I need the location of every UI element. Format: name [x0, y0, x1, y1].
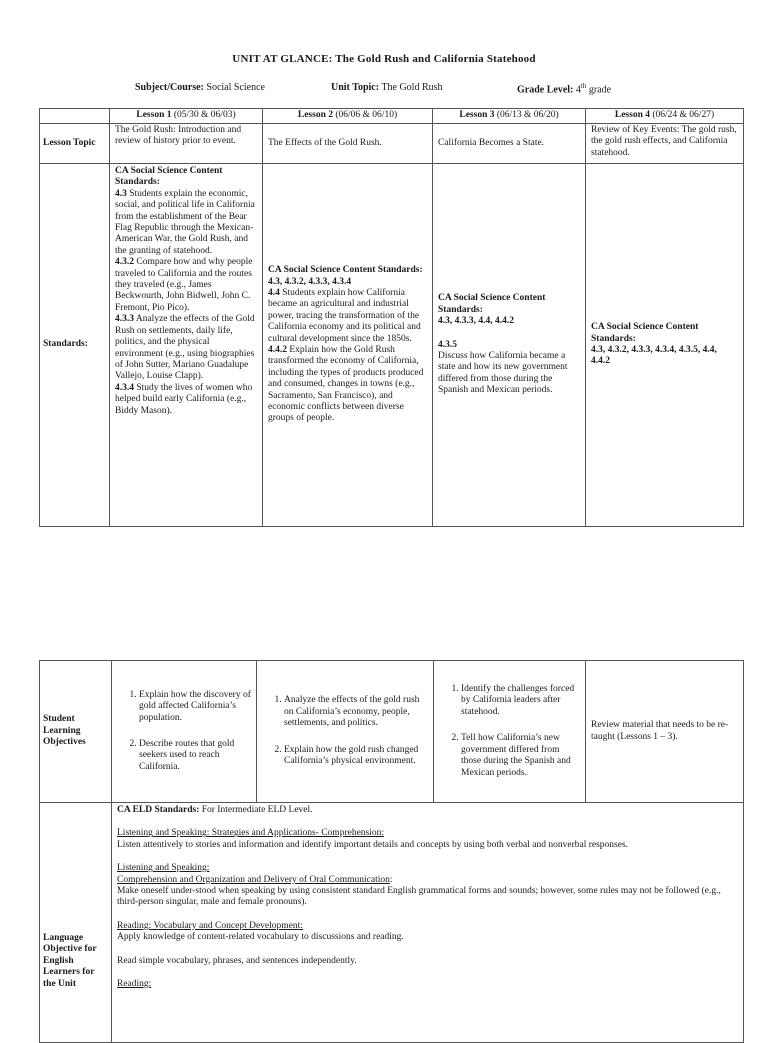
grade-level-suffix: th: [580, 82, 587, 90]
lesson-1-topic: The Gold Rush: Introduction and review of history prior to event.: [110, 124, 263, 164]
lesson-4-header: Lesson 4 (06/24 & 06/27): [586, 109, 744, 124]
lesson-topic-label: Lesson Topic: [40, 124, 110, 164]
objectives-row: [40, 661, 744, 803]
standard-item: 4.4 Students explain how California became an agricultural and industrial power, tracing the transformation of the California economy and its political and cultural development since the 1850s.: [268, 287, 421, 344]
unit-table-top: [39, 108, 744, 527]
language-objective-row: [40, 803, 744, 1043]
lesson-1-header: Lesson 1 (05/30 & 06/03): [110, 109, 263, 124]
lesson-header-row: [40, 109, 744, 124]
subject-course: [135, 82, 265, 93]
unit-topic: [331, 82, 443, 93]
eld-text: Make oneself under-stood when speaking by using consistent standard English grammatical forms and sounds; however, some rules may not be followed (e.g., third-person singular, male and female pronouns).: [117, 886, 721, 908]
lesson-3-objectives: [434, 661, 586, 803]
grade-level-number: 4: [575, 84, 581, 96]
standard-item: Discuss how California became a state and how its new government differed from those during the Spanish and Mexican periods.: [438, 351, 568, 396]
eld-subheading: Listening and Speaking: Strategies and Applications- Comprehension:: [117, 828, 385, 839]
standards-row: [40, 164, 744, 527]
standard-code: 4.3.5: [438, 339, 457, 350]
objective-item: 2. Describe routes that gold seekers used to reach California.: [139, 739, 251, 773]
grade-level-word: grade: [588, 84, 612, 96]
standards-heading: CA Social Science Content Standards:: [591, 322, 699, 344]
subject-value: Social Science: [206, 82, 265, 93]
lesson-3-header: Lesson 3 (06/13 & 06/20): [433, 109, 586, 124]
lesson-4-standards: [586, 164, 744, 527]
standards-codes: 4.3, 4.3.2, 4.3.3, 4.3.4: [268, 276, 352, 287]
header-empty-cell: [40, 109, 110, 124]
unit-table-bottom: [39, 660, 744, 1043]
subject-label: Subject/Course:: [135, 82, 204, 93]
eld-subheading: Listening and Speaking:: [117, 863, 210, 874]
eld-text: Listen attentively to stories and information and identify important details and concepts by using both verbal and nonverbal responses.: [117, 839, 629, 850]
lesson-2-standards: [263, 164, 433, 527]
standard-item: 4.3.3 Analyze the effects of the Gold Rush on settlements, daily life, politics, and the physical environment (e.g., using biographies of John Sutter, Mariano Guadalupe Vallejo, Louise Clapp).: [115, 314, 255, 382]
unit-topic-label: Unit Topic:: [331, 82, 380, 93]
standard-item: 4.4.2 Explain how the Gold Rush transformed the economy of California, including the types of products produced and consumed, changes in towns (e.g., Sacramento, San Francisco), and economic conflicts between diverse groups of people.: [268, 345, 424, 424]
lesson-2-header: Lesson 2 (06/06 & 06/10): [263, 109, 433, 124]
eld-text: Apply knowledge of content-related vocabulary to discussions and reading.: [117, 932, 404, 943]
lesson-3-topic: California Becomes a State.: [433, 124, 586, 164]
objective-list: [117, 690, 251, 773]
standards-codes: 4.3, 4.3.3, 4.4, 4.4.2: [438, 316, 514, 327]
grade-level-label: Grade Level:: [517, 84, 574, 96]
objective-item: 1. Analyze the effects of the gold rush on California’s economy, people, settlements, and politics.: [284, 695, 428, 729]
standards-heading: CA Social Science Content Standards:: [115, 166, 223, 188]
eld-subheading: Reading:: [117, 979, 152, 990]
lesson-topic-row: [40, 124, 744, 164]
objective-item: 1. Identify the challenges forced by California leaders after statehood.: [461, 684, 580, 718]
lesson-4-topic: Review of Key Events: The gold rush, the gold rush effects, and California statehood.: [586, 124, 744, 164]
language-objective-label: Language Objective for English Learners for the Unit: [40, 803, 112, 1043]
eld-text: Read simple vocabulary, phrases, and sentences independently.: [117, 955, 357, 966]
lesson-2-objectives: [257, 661, 434, 803]
eld-standards: [112, 803, 744, 1043]
objective-item: 2. Tell how California’s new government differed from those during the Spanish and Mexican periods.: [461, 733, 580, 779]
objective-list: [262, 695, 428, 767]
eld-colon: :: [389, 874, 393, 885]
eld-subheading: Reading: Vocabulary and Concept Development:: [117, 920, 303, 931]
lesson-2-topic: The Effects of the Gold Rush.: [263, 124, 433, 164]
standard-item: 4.3 Students explain the economic, social, and political life in California from the establishment of the Bear Flag Republic through the Mexican-American War, the Gold Rush, and the granting of statehood.: [115, 188, 255, 256]
grade-level: [517, 82, 611, 95]
eld-subheading: Comprehension and Organization and Delivery of Oral Communication: [117, 874, 390, 885]
objectives-label: Student Learning Objectives: [40, 661, 112, 803]
lesson-1-standards: [110, 164, 263, 527]
objective-item: 1. Explain how the discovery of gold affected California’s population.: [139, 690, 251, 724]
lesson-3-standards: [433, 164, 586, 527]
standard-item: 4.3.2 Compare how and why people traveled to California and the routes they traveled (e.g., James Beckwourth, John Bidwell, John C. Fremont, Pio Pico).: [115, 257, 253, 313]
objective-item: 2. Explain how the gold rush changed California’s physical environment.: [284, 745, 428, 768]
eld-heading: CA ELD Standards:: [117, 805, 200, 815]
objective-list: [439, 684, 580, 779]
standards-heading: CA Social Science Content Standards:: [268, 265, 423, 276]
standard-item: 4.3.4 Study the lives of women who helped build early California (e.g., Biddy Mason).: [115, 382, 253, 416]
standards-heading: CA Social Science Content Standards:: [438, 293, 546, 315]
unit-topic-value: The Gold Rush: [381, 82, 443, 93]
lesson-4-objectives: Review material that needs to be re-taught (Lessons 1 – 3).: [586, 661, 744, 803]
document-title: UNIT AT GLANCE: The Gold Rush and California Statehood: [232, 53, 536, 65]
standards-label: Standards:: [40, 164, 110, 527]
eld-heading-text: For Intermediate ELD Level.: [199, 805, 313, 815]
lesson-1-objectives: [112, 661, 257, 803]
standards-codes: 4.3, 4.3.2, 4.3.3, 4.3.4, 4.3.5, 4.4, 4.4.2: [591, 345, 717, 367]
